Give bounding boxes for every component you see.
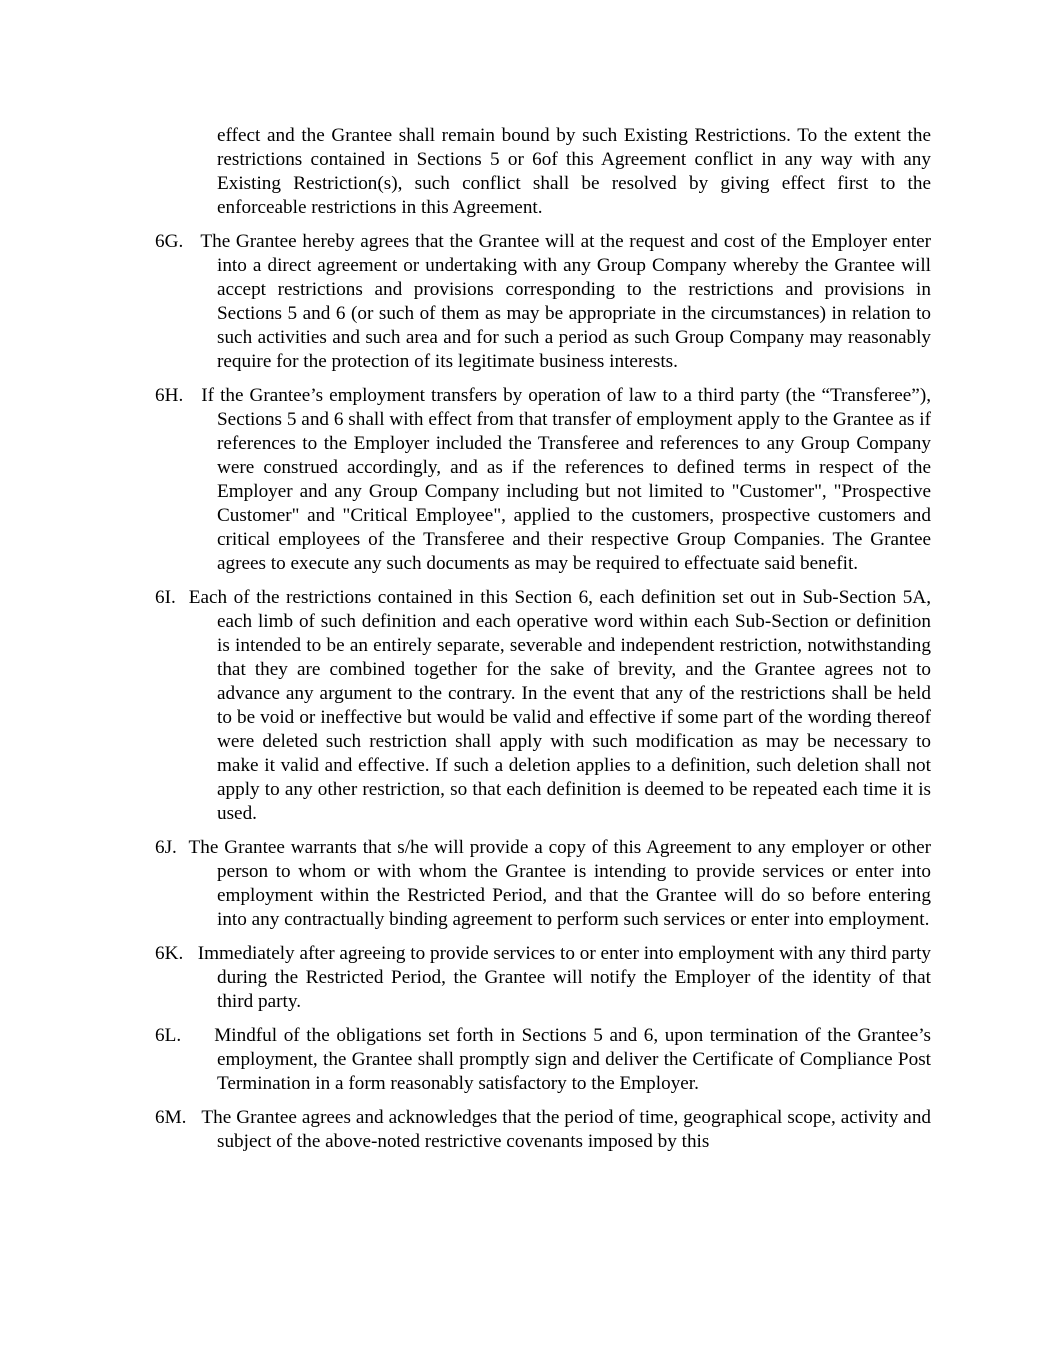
section-text: The Grantee warrants that s/he will provide a copy of this Agreement to any employer or other person to whom or with whom the Grantee is intending to provide services or enter into employment within the Restricted Period, and that the Grantee will do so before entering into any contractually binding agreement to perform such services or enter into employment. [188,837,931,930]
section-number: 6M. [155,1107,187,1128]
section-number: 6H. [155,385,184,406]
section-6m [155,1106,931,1154]
section-text: Mindful of the obligations set forth in Sections 5 and 6, upon termination of the Grantee’s employment, the Grantee shall promptly sign and deliver the Certificate of Compliance Post Termination in a form reasonably satisfactory to the Employer. [214,1025,932,1094]
section-6g [155,230,931,374]
section-number: 6I. [155,587,176,608]
section-6j [155,836,931,932]
document-body [155,124,931,1164]
section-6l [155,1024,931,1096]
continuation-paragraph [155,124,931,220]
section-number: 6J. [155,837,177,858]
section-6k [155,942,931,1014]
section-text: If the Grantee’s employment transfers by operation of law to a third party (the “Transferee”), Sections 5 and 6 shall with effect from that transfer of employment apply to the Grantee as if references to the Employer included the Transferee and references to any Group Company were construed accordingly, and as if the references to defined terms in respect of the Employer and any Group Company including but not limited to "Customer", "Prospective Customer" and "Critical Employee", applied to the customers, prospective customers and critical employees of the Transferee and their respective Group Companies. The Grantee agrees to execute any such documents as may be required to effectuate said benefit. [201,385,932,574]
section-6i [155,586,931,826]
section-text: The Grantee agrees and acknowledges that the period of time, geographical scope, activity and subject of the above-noted restrictive covenants imposed by this [201,1107,932,1152]
section-text: Each of the restrictions contained in this Section 6, each definition set out in Sub-Section 5A, each limb of such definition and each operative word within each Sub-Section or definition is intended to be an entirely separate, severable and independent restriction, notwithstanding that they are combined together for the sake of brevity, and the Grantee agrees not to advance any argument to the contrary. In the event that any of the restrictions shall be held to be void or ineffective but would be valid and effective if some part of the wording thereof were deleted such restriction shall apply with such modification as may be necessary to make it valid and effective. If such a deletion applies to a definition, such deletion shall not apply to any other restriction, so that each definition is deemed to be repeated each time it is used. [188,587,931,824]
section-number: 6K. [155,943,184,964]
section-6h [155,384,931,576]
section-number: 6L. [155,1025,182,1046]
section-text: Immediately after agreeing to provide services to or enter into employment with any third party during the Restricted Period, the Grantee will notify the Employer of the identity of that third party. [197,943,932,1012]
section-text: The Grantee hereby agrees that the Grantee will at the request and cost of the Employer enter into a direct agreement or undertaking with any Group Company whereby the Grantee will accept restrictions and provisions corresponding to the restrictions and provisions in Sections 5 and 6 (or such of them as may be appropriate in the circumstances) in relation to such activities and such area and for such a period as such Group Company may reasonably require for the protection of its legitimate business interests. [200,231,932,372]
section-number: 6G. [155,231,184,252]
continuation-text: effect and the Grantee shall remain bound by such Existing Restrictions. To the extent the restrictions contained in Sections 5 or 6of this Agreement conflict in any way with any Existing Restriction(s), such conflict shall be resolved by giving effect first to the enforceable restrictions in this Agreement. [217,125,931,218]
